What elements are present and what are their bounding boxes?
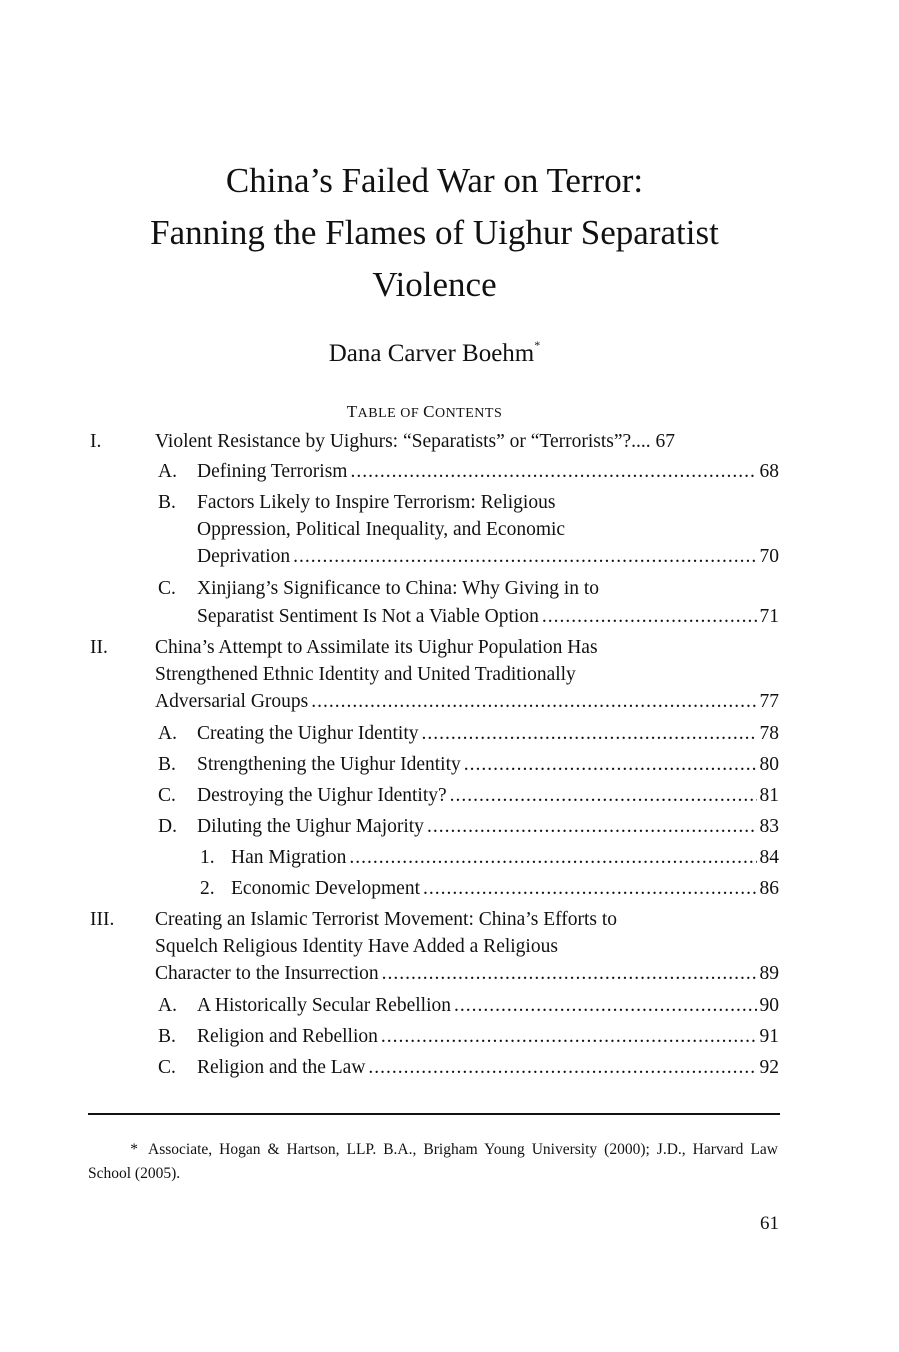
toc-entry-I[interactable]: Violent Resistance by Uighurs: “Separatists” or “Terrorists”?.... 67 <box>155 431 676 452</box>
title-line-1: China’s Failed War on Terror: <box>225 161 644 200</box>
author-name: Dana Carver Boehm <box>328 340 535 367</box>
toc-heading: TABLE OF CONTENTS <box>346 402 503 421</box>
toc-entry-II-D-1[interactable]: Han Migration ..... 84 <box>231 844 779 872</box>
toc-entry-I-B-line[interactable]: Factors Likely to Inspire Terrorism: Religious <box>197 492 556 513</box>
toc-num: C. <box>158 578 176 599</box>
article-title <box>0 155 869 311</box>
toc-num: A. <box>158 461 177 482</box>
toc-entry-III[interactable]: Character to the Insurrection ..... 89 <box>155 960 779 988</box>
toc-entry-I-B[interactable]: Deprivation ..... 70 <box>197 543 779 571</box>
toc-num: 1. <box>200 847 215 868</box>
toc-num: B. <box>158 754 176 775</box>
title-line-3: Violence <box>372 265 497 304</box>
toc-entry-II-line[interactable]: China’s Attempt to Assimilate its Uighur Population Has <box>155 637 598 658</box>
page-number: 61 <box>760 1213 779 1234</box>
toc-entry-I-B-line[interactable]: Oppression, Political Inequality, and Economic <box>197 519 566 540</box>
toc-num: III. <box>90 909 115 930</box>
toc-entry-III-line[interactable]: Creating an Islamic Terrorist Movement: China’s Efforts to <box>155 909 618 930</box>
toc-num: B. <box>158 492 176 513</box>
toc-num: A. <box>158 723 177 744</box>
toc-num: C. <box>158 785 176 806</box>
author-footnote-mark[interactable]: * <box>534 338 541 352</box>
footnote-divider <box>88 1113 780 1115</box>
author-byline <box>0 340 869 368</box>
toc-entry-I-A[interactable]: Defining Terrorism ..... 68 <box>197 458 779 486</box>
toc-entry-II-B[interactable]: Strengthening the Uighur Identity ..... 80 <box>197 751 779 779</box>
toc-entry-III-line[interactable]: Squelch Religious Identity Have Added a Religious <box>155 936 558 957</box>
toc-entry-II-line[interactable]: Strengthened Ethnic Identity and United Traditionally <box>155 664 576 685</box>
toc-entry-I-C-line[interactable]: Xinjiang’s Significance to China: Why Giving in to <box>197 578 600 599</box>
toc-entry-II-C[interactable]: Destroying the Uighur Identity? ..... 81 <box>197 782 779 810</box>
toc-entry-III-A[interactable]: A Historically Secular Rebellion ..... 90 <box>197 992 779 1020</box>
toc-num: I. <box>90 431 102 452</box>
toc-entry-III-B[interactable]: Religion and Rebellion ..... 91 <box>197 1023 779 1051</box>
footnote <box>88 1138 778 1186</box>
toc-num: 2. <box>200 878 215 899</box>
toc-num: D. <box>158 816 177 837</box>
footnote-mark: * <box>130 1141 138 1158</box>
toc-entry-III-C[interactable]: Religion and the Law ..... 92 <box>197 1054 779 1082</box>
footnote-text: Associate, Hogan & Hartson, LLP. B.A., Brigham Young University (2000); J.D., Harvard Law School (2005). <box>88 1141 778 1182</box>
toc-entry-II-D[interactable]: Diluting the Uighur Majority ..... 83 <box>197 813 779 841</box>
toc-entry-I-C[interactable]: Separatist Sentiment Is Not a Viable Option ..... 71 <box>197 603 779 631</box>
toc-num: II. <box>90 637 108 658</box>
toc-entry-II-A[interactable]: Creating the Uighur Identity ..... 78 <box>197 720 779 748</box>
toc-entry-II-D-2[interactable]: Economic Development ..... 86 <box>231 875 779 903</box>
toc-num: B. <box>158 1026 176 1047</box>
title-line-2: Fanning the Flames of Uighur Separatist <box>150 213 719 252</box>
toc-entry-II[interactable]: Adversarial Groups ..... 77 <box>155 688 779 716</box>
toc-num: A. <box>158 995 177 1016</box>
toc-num: C. <box>158 1057 176 1078</box>
